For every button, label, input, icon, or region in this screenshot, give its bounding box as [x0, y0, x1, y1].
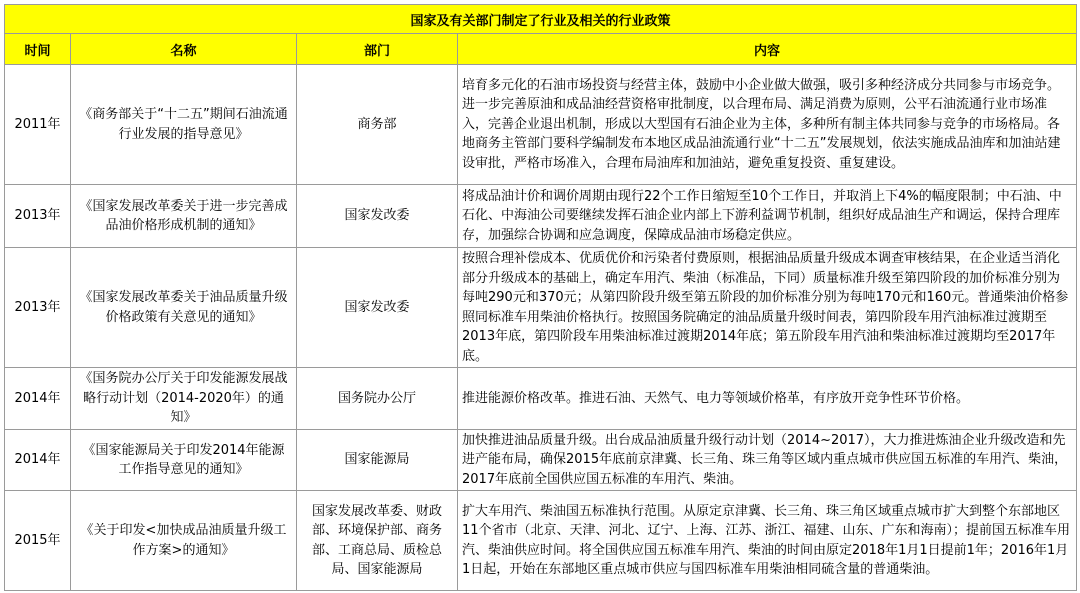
table-row [5, 185, 1077, 248]
row-department: 国家发展改革委、财政部、环境保护部、商务部、工商总局、质检总局、国家能源局 [297, 491, 458, 591]
row-department: 国务院办公厅 [297, 368, 458, 430]
row-year: 2013年 [5, 248, 71, 368]
header-content: 内容 [458, 34, 1077, 65]
row-department: 国家能源局 [297, 430, 458, 491]
row-year: 2011年 [5, 65, 71, 185]
row-policy-name: 《关于印发<加快成品油质量升级工作方案>的通知》 [71, 491, 297, 591]
row-department: 国家发改委 [297, 248, 458, 368]
row-policy-name: 《国家能源局关于印发2014年能源工作指导意见的通知》 [71, 430, 297, 491]
row-content: 扩大车用汽、柴油国五标准执行范围。从原定京津冀、长三角、珠三角区域重点城市扩大到整个东部地区11个省市（北京、天津、河北、辽宁、上海、江苏、浙江、福建、山东、广东和海南）；提前国五标准车用汽、柴油供应时间。将全国供应国五标准车用汽、柴油的时间由原定2018年1月1日提前1年；2016年1月1日起，开始在东部地区重点城市供应与国四标准车用柴油相同硫含量的普通柴油。 [458, 491, 1077, 591]
header-department: 部门 [297, 34, 458, 65]
policy-table [4, 4, 1077, 591]
row-content: 将成品油计价和调价周期由现行22个工作日缩短至10个工作日，并取消上下4%的幅度限制；中石油、中石化、中海油公司要继续发挥石油企业内部上下游利益调节机制，组织好成品油生产和调运，保持合理库存，加强综合协调和应急调度，保障成品油市场稳定供应。 [458, 185, 1077, 248]
policy-table-container [4, 4, 1076, 591]
header-name: 名称 [71, 34, 297, 65]
row-year: 2013年 [5, 185, 71, 248]
row-content: 加快推进油品质量升级。出台成品油质量升级行动计划（2014~2017），大力推进炼油企业升级改造和先进产能布局，确保2015年底前京津冀、长三角、珠三角等区域内重点城市供应国五标准的车用汽、柴油，2017年底前全国供应国五标准的车用汽、柴油。 [458, 430, 1077, 491]
row-content: 推进能源价格改革。推进石油、天然气、电力等领域价格革，有序放开竞争性环节价格。 [458, 368, 1077, 430]
table-row [5, 65, 1077, 185]
row-policy-name: 《国家发展改革委关于油品质量升级价格政策有关意见的通知》 [71, 248, 297, 368]
row-year: 2015年 [5, 491, 71, 591]
row-policy-name: 《商务部关于“十二五”期间石油流通行业发展的指导意见》 [71, 65, 297, 185]
table-row [5, 248, 1077, 368]
row-policy-name: 《国家发展改革委关于进一步完善成品油价格形成机制的通知》 [71, 185, 297, 248]
header-time: 时间 [5, 34, 71, 65]
row-content: 按照合理补偿成本、优质优价和污染者付费原则，根据油品质量升级成本调查审核结果，在企业适当消化部分升级成本的基础上，确定车用汽、柴油（标准品，下同）质量标准升级至第四阶段的加价标准分别为每吨290元和370元；从第四阶段升级至第五阶段的加价标准分别为每吨170元和160元。普通柴油价格参照同标准车用柴油价格执行。按照国务院确定的油品质量升级时间表，第四阶段车用汽油标准过渡期至2013年底，第四阶段车用柴油标准过渡期2014年底；第五阶段车用汽油和柴油标准过渡期均至2017年底。 [458, 248, 1077, 368]
row-policy-name: 《国务院办公厅关于印发能源发展战略行动计划（2014-2020年）的通知》 [71, 368, 297, 430]
row-content: 培育多元化的石油市场投资与经营主体，鼓励中小企业做大做强，吸引多种经济成分共同参与市场竞争。进一步完善原油和成品油经营资格审批制度，以合理布局、满足消费为原则，公平石油流通行业市场准入，完善企业退出机制，形成以大型国有石油企业为主体，多种所有制主体共同参与竞争的市场格局。各地商务主管部门要科学编制发布本地区成品油流通行业“十二五”发展规划，依法实施成品油库和加油站建设审批，严格市场准入，合理布局油库和加油站，避免重复投资、重复建设。 [458, 65, 1077, 185]
row-year: 2014年 [5, 368, 71, 430]
table-title: 国家及有关部门制定了行业及相关的行业政策 [5, 5, 1077, 34]
row-department: 商务部 [297, 65, 458, 185]
row-year: 2014年 [5, 430, 71, 491]
row-department: 国家发改委 [297, 185, 458, 248]
table-row [5, 368, 1077, 430]
table-row [5, 491, 1077, 591]
table-row [5, 430, 1077, 491]
